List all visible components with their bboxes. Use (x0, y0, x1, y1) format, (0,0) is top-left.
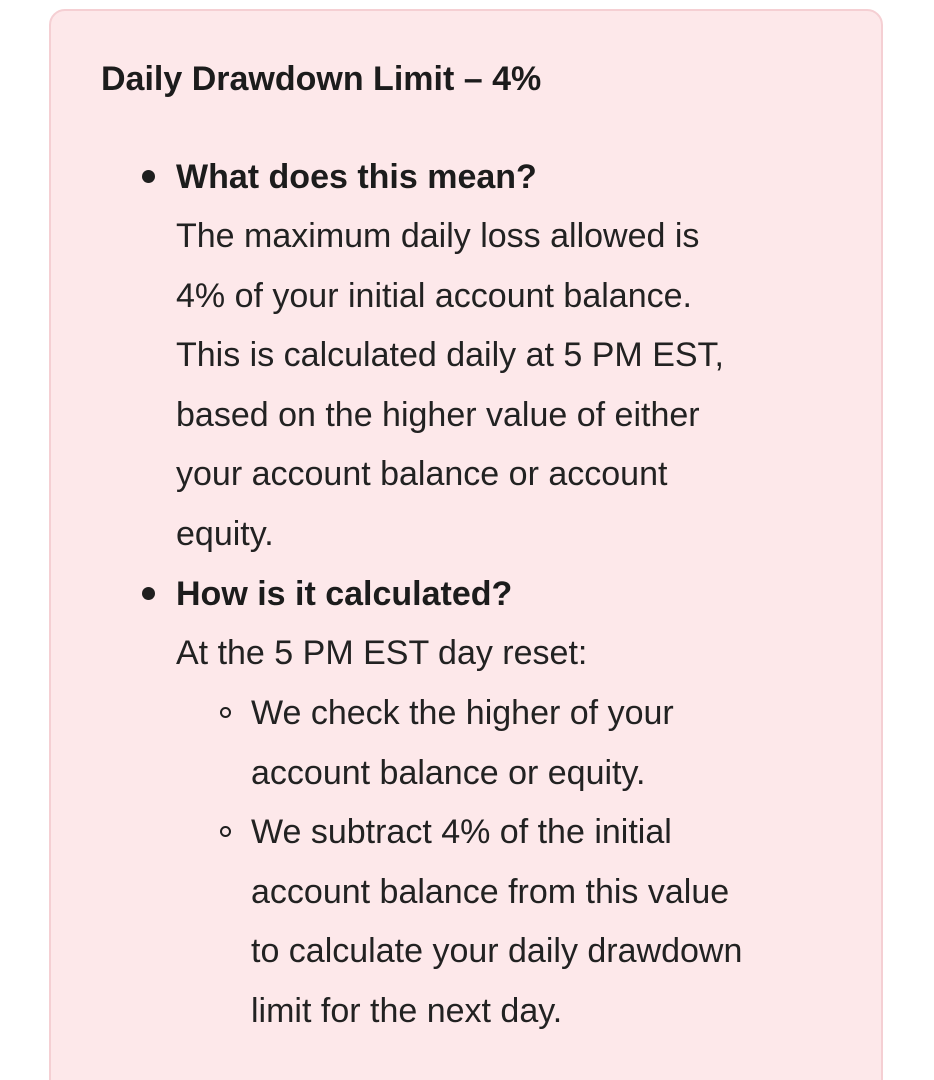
list-item-how-is-it-calculated (176, 565, 836, 1030)
item-description (176, 207, 836, 564)
info-card (49, 9, 883, 1080)
text-line: The maximum daily loss allowed is (176, 217, 700, 255)
sub-list-item (251, 684, 851, 803)
text-line: 4% of your initial account balance. (176, 276, 692, 315)
text-line: equity. (176, 514, 274, 553)
text-line: We subtract 4% of the initial (251, 813, 672, 851)
bullet-disc-icon (142, 170, 155, 183)
text-line: your account balance or account (176, 455, 668, 493)
text-line: We check the higher of your (251, 694, 674, 732)
bullet-circle-icon (220, 826, 231, 837)
item-heading: What does this mean? (176, 158, 537, 196)
list-item-what-does-this-mean (176, 148, 836, 564)
text-line: limit for the next day. (251, 991, 563, 1030)
text-line: account balance or equity. (251, 753, 646, 792)
text-line: based on the higher value of either (176, 395, 700, 434)
sub-list-item (251, 803, 851, 1041)
text-line: This is calculated daily at 5 PM EST, (176, 336, 725, 374)
item-heading: How is it calculated? (176, 575, 513, 613)
text-line: to calculate your daily drawdown (251, 932, 743, 970)
bullet-disc-icon (142, 587, 155, 600)
text-line: At the 5 PM EST day reset: (176, 634, 588, 672)
text-line: account balance from this value (251, 872, 730, 911)
bullet-circle-icon (220, 707, 231, 718)
card-title: Daily Drawdown Limit – 4% (101, 60, 542, 98)
item-intro (176, 624, 836, 684)
